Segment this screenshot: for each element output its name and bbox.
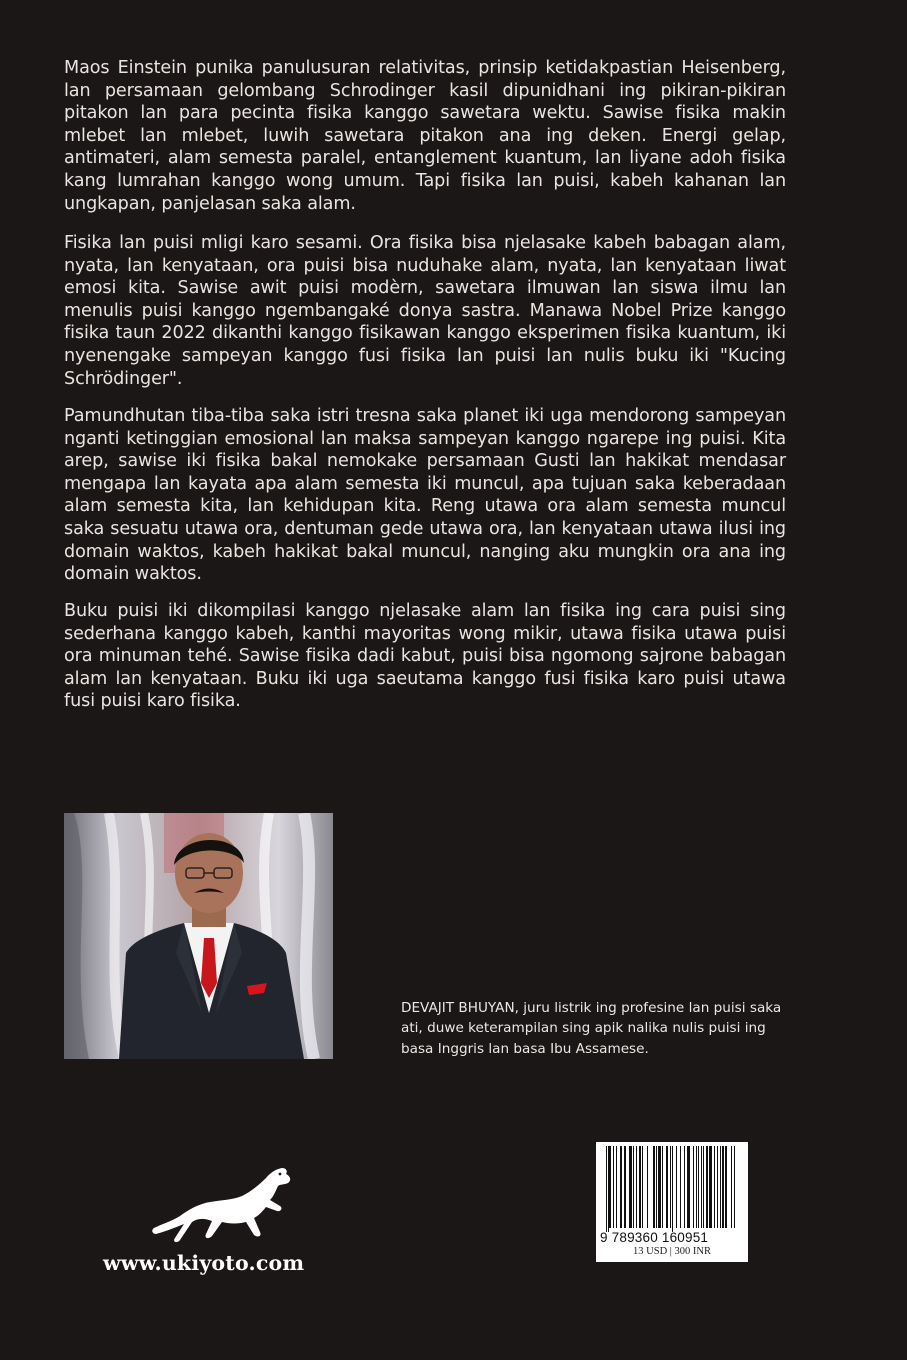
barcode-bar [701, 1146, 702, 1228]
barcode-bar [684, 1146, 685, 1228]
barcode-bar [662, 1146, 663, 1228]
isbn-barcode [596, 1142, 748, 1262]
barcode-bar [709, 1146, 712, 1228]
barcode-bar [609, 1146, 611, 1228]
barcode-bar [706, 1146, 708, 1228]
barcode-bar [731, 1146, 732, 1228]
barcode-bar [734, 1146, 735, 1228]
barcode-bar [656, 1146, 657, 1228]
barcode-bar [672, 1146, 673, 1232]
barcode-bar [647, 1146, 648, 1228]
barcode-bar [676, 1146, 677, 1228]
barcode-bar [720, 1146, 721, 1228]
barcode-bar [606, 1146, 607, 1232]
barcode-bar [714, 1146, 715, 1228]
barcode-bar [658, 1146, 661, 1228]
barcode-bar [666, 1146, 668, 1228]
publisher-website[interactable]: www.ukiyoto.com [103, 1251, 305, 1275]
barcode-bar [653, 1146, 655, 1228]
leaping-lion-icon [150, 1166, 295, 1248]
barcode-bar [693, 1146, 694, 1228]
barcode-bar [624, 1146, 626, 1228]
barcode-bar [636, 1146, 637, 1228]
blurb-paragraph-2: Fisika lan puisi mligi karo sesami. Ora fisika bisa njelasake kabeh babagan alam, nyata, lan kenyataan, ora puisi bisa nuduhake alam, nyata, lan kenyataan liwat emosi kita. Sawise awit puisi modèrn, sawetara ilmuwan lan siswa ilmu lan menulis puisi kanggo ngembangaké donya sastra. Manawa Nobel Prize kanggo fisika taun 2022 dikanthi kanggo fisikawan kanggo eksperimen fisika kuantum, iki nyenengake sampeyan kanggo fusi fisika lan puisi lan nulis buku iki "Kucing Schrödinger". [64, 233, 786, 389]
barcode-bar [680, 1146, 681, 1228]
barcode-bar [687, 1146, 690, 1228]
barcode-bar [703, 1146, 704, 1228]
blurb-paragraph-4: Buku puisi iki dikompilasi kanggo njelasake alam lan fisika ing cara puisi sing sederhana kanggo kabeh, kanthi mayoritas wong mikir, utawa fisika utawa puisi ora minuman tehé. Sawise fisika dadi kabut, puisi bisa ngomong sajrone babagan alam lan kenyataan. Buku iki uga saeutama kanggo fusi fisika karo puisi utawa fusi puisi karo fisika. [64, 601, 786, 712]
author-photo [64, 813, 333, 1059]
barcode-bar [633, 1146, 634, 1228]
price-label: 13 USD | 300 INR [633, 1246, 711, 1257]
barcode-bar [613, 1146, 614, 1228]
barcode-bar [608, 1146, 609, 1232]
author-bio: DEVAJIT BHUYAN, juru listrik ing profesine lan puisi saka ati, duwe keterampilan sing apik nalika nulis puisi ing basa Inggris lan basa Ibu Assamese. [401, 1000, 782, 1057]
barcode-bar [696, 1146, 697, 1228]
barcode-bar [620, 1146, 622, 1228]
barcode-bar [717, 1146, 718, 1228]
barcode-bar [642, 1146, 643, 1228]
barcode-bar [722, 1146, 724, 1228]
barcode-bar [616, 1146, 617, 1228]
barcode-bar [629, 1146, 632, 1228]
blurb-paragraph-3: Pamundhutan tiba-tiba saka istri tresna saka planet iki uga mendorong sampeyan nganti ketinggian emosional lan maksa sampeyan kanggo ngarepe ing puisi. Kita arep, sawise iki fisika bakal nemokake persamaan Gusti lan hakikat mendasar mengapa lan kayata apa alam semesta iki muncul, apa tujuan saka keberadaan alam semesta kita, lan kehidupan kita. Reng utawa ora alam semesta muncul saka sesuatu utawa ora, dentuman gede utawa ora, lan kenyataan utawa ilusi ing domain waktos, kabeh hakikat bakal muncul, nanging aku mungkin ora ana ing domain waktos. [64, 406, 786, 585]
barcode-bar [639, 1146, 641, 1228]
blurb-paragraph-1: Maos Einstein punika panulusuran relativitas, prinsip ketidakpastian Heisenberg, lan persamaan gelombang Schrodinger kasil dipunidhani ing pikiran-pikiran pitakon lan para pecinta fisika kanggo sawetara wektu. Sawise fisika makin mlebet lan mlebet, luwih sawetara pitakon ana ing deken. Energi gelap, antimateri, alam semesta paralel, entanglement kuantum, lan liyane adoh fisika kang lumrahan kanggo wong umum. Tapi fisika lan puisi, kabeh kahanan lan ungkapan, panjelasan saka alam. [64, 58, 786, 214]
barcode-bar [725, 1146, 727, 1228]
barcode-bar [698, 1146, 699, 1228]
barcode-bar [670, 1146, 671, 1228]
isbn-number: 9 789360 160951 [600, 1230, 709, 1245]
